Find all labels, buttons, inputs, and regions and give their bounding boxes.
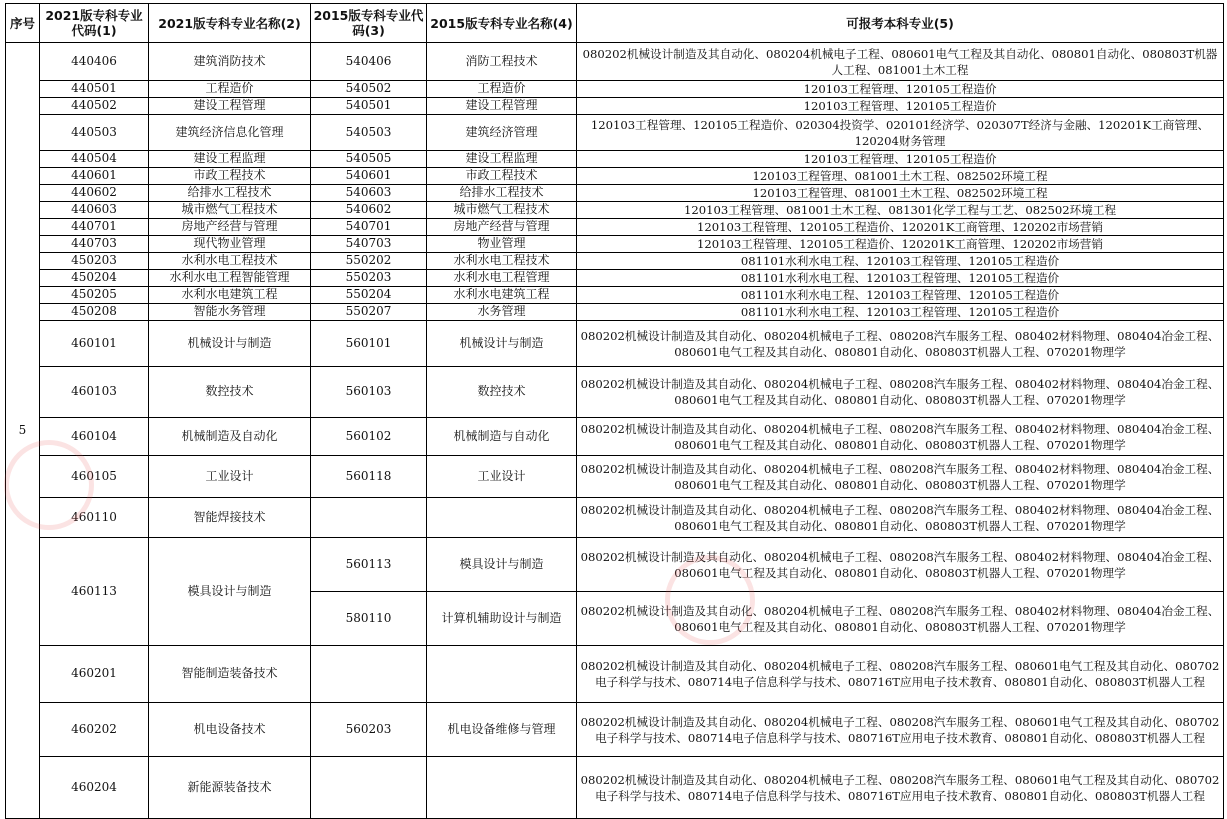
name-2021: 建设工程管理 — [149, 98, 311, 115]
name-2015: 消防工程技术 — [427, 43, 577, 81]
code-2021: 460110 — [40, 498, 149, 538]
majors-cell: 081101水利水电工程、120103工程管理、120105工程造价 — [577, 270, 1224, 287]
code-2015 — [311, 757, 427, 819]
table-row — [6, 646, 1224, 703]
code-2021: 460202 — [40, 703, 149, 757]
table-row — [6, 98, 1224, 115]
majors-cell: 080202机械设计制造及其自动化、080204机械电子工程、080601电气工程及其自动化、080801自动化、080803T机器人工程、081001土木工程 — [577, 43, 1224, 81]
header-majors: 可报考本科专业(5) — [577, 4, 1224, 43]
code-2015: 540701 — [311, 219, 427, 236]
code-2015: 560203 — [311, 703, 427, 757]
code-2021: 440502 — [40, 98, 149, 115]
code-2021: 460101 — [40, 321, 149, 367]
majors-cell: 080202机械设计制造及其自动化、080204机械电子工程、080208汽车服务工程、080402材料物理、080404冶金工程、080601电气工程及其自动化、080801自动化、080803T机器人工程、070201物理学 — [577, 538, 1224, 592]
name-2015 — [427, 646, 577, 703]
name-2021: 市政工程技术 — [149, 168, 311, 185]
seq-cell: 5 — [6, 43, 40, 819]
name-2021: 智能水务管理 — [149, 304, 311, 321]
table-row — [6, 151, 1224, 168]
code-2021: 460103 — [40, 367, 149, 418]
name-2015: 房地产经营与管理 — [427, 219, 577, 236]
majors-cell: 120103工程管理、081001土木工程、082502环境工程 — [577, 185, 1224, 202]
name-2015: 城市燃气工程技术 — [427, 202, 577, 219]
name-2021: 新能源装备技术 — [149, 757, 311, 819]
code-2015: 550207 — [311, 304, 427, 321]
name-2015: 工程造价 — [427, 81, 577, 98]
table-row — [6, 253, 1224, 270]
name-2015: 机械设计与制造 — [427, 321, 577, 367]
code-2015: 540703 — [311, 236, 427, 253]
name-2021: 建筑经济信息化管理 — [149, 115, 311, 151]
table-row — [6, 456, 1224, 498]
majors-cell: 080202机械设计制造及其自动化、080204机械电子工程、080208汽车服务工程、080402材料物理、080404冶金工程、080601电气工程及其自动化、080801自动化、080803T机器人工程、070201物理学 — [577, 498, 1224, 538]
code-2015: 560113 — [311, 538, 427, 592]
code-2021: 450203 — [40, 253, 149, 270]
code-2021: 460113 — [40, 538, 149, 646]
code-2015: 560102 — [311, 418, 427, 456]
code-2015: 540603 — [311, 185, 427, 202]
majors-cell: 120103工程管理、120105工程造价 — [577, 81, 1224, 98]
name-2015: 水务管理 — [427, 304, 577, 321]
name-2021: 机械制造及自动化 — [149, 418, 311, 456]
code-2021: 440701 — [40, 219, 149, 236]
table-row — [6, 321, 1224, 367]
code-2021: 450204 — [40, 270, 149, 287]
code-2021: 440601 — [40, 168, 149, 185]
code-2015 — [311, 498, 427, 538]
name-2015: 给排水工程技术 — [427, 185, 577, 202]
table-row — [6, 185, 1224, 202]
header-name-2015: 2015版专科专业名称(4) — [427, 4, 577, 43]
majors-cell: 081101水利水电工程、120103工程管理、120105工程造价 — [577, 287, 1224, 304]
name-2021: 建筑消防技术 — [149, 43, 311, 81]
header-seq: 序号 — [6, 4, 40, 43]
code-2015 — [311, 646, 427, 703]
table-row — [6, 304, 1224, 321]
name-2021: 水利水电工程技术 — [149, 253, 311, 270]
code-2021: 450208 — [40, 304, 149, 321]
majors-cell: 120103工程管理、120105工程造价、120201K工商管理、120202市场营销 — [577, 219, 1224, 236]
header-code-2021: 2021版专科专业代码(1) — [40, 4, 149, 43]
name-2021: 房地产经营与管理 — [149, 219, 311, 236]
majors-cell: 081101水利水电工程、120103工程管理、120105工程造价 — [577, 304, 1224, 321]
table-row — [6, 757, 1224, 819]
name-2021: 城市燃气工程技术 — [149, 202, 311, 219]
majors-cell: 080202机械设计制造及其自动化、080204机械电子工程、080208汽车服务工程、080402材料物理、080404冶金工程、080601电气工程及其自动化、080801自动化、080803T机器人工程、070201物理学 — [577, 592, 1224, 646]
code-2015: 560101 — [311, 321, 427, 367]
name-2021: 工程造价 — [149, 81, 311, 98]
majors-cell: 081101水利水电工程、120103工程管理、120105工程造价 — [577, 253, 1224, 270]
name-2015: 计算机辅助设计与制造 — [427, 592, 577, 646]
majors-cell: 080202机械设计制造及其自动化、080204机械电子工程、080208汽车服务工程、080402材料物理、080404冶金工程、080601电气工程及其自动化、080801自动化、080803T机器人工程、070201物理学 — [577, 321, 1224, 367]
name-2021: 建设工程监理 — [149, 151, 311, 168]
table-row — [6, 43, 1224, 81]
code-2015: 550203 — [311, 270, 427, 287]
table-row — [6, 115, 1224, 151]
code-2021: 440603 — [40, 202, 149, 219]
majors-cell: 120103工程管理、081001土木工程、081301化学工程与工艺、082502环境工程 — [577, 202, 1224, 219]
table-row — [6, 202, 1224, 219]
name-2015: 机电设备维修与管理 — [427, 703, 577, 757]
code-2021: 460204 — [40, 757, 149, 819]
name-2015: 模具设计与制造 — [427, 538, 577, 592]
name-2021: 机电设备技术 — [149, 703, 311, 757]
name-2021: 水利水电工程智能管理 — [149, 270, 311, 287]
code-2021: 440406 — [40, 43, 149, 81]
name-2015: 数控技术 — [427, 367, 577, 418]
code-2021: 450205 — [40, 287, 149, 304]
table-row — [6, 367, 1224, 418]
name-2015: 建设工程监理 — [427, 151, 577, 168]
table-row — [6, 270, 1224, 287]
header-code-2015: 2015版专科专业代码(3) — [311, 4, 427, 43]
code-2021: 440501 — [40, 81, 149, 98]
table-row — [6, 236, 1224, 253]
code-2015: 540501 — [311, 98, 427, 115]
name-2021: 给排水工程技术 — [149, 185, 311, 202]
majors-cell: 120103工程管理、120105工程造价 — [577, 151, 1224, 168]
majors-table — [5, 3, 1224, 819]
code-2015: 540502 — [311, 81, 427, 98]
table-row — [6, 703, 1224, 757]
name-2021: 机械设计与制造 — [149, 321, 311, 367]
header-name-2021: 2021版专科专业名称(2) — [149, 4, 311, 43]
name-2021: 工业设计 — [149, 456, 311, 498]
name-2015: 建筑经济管理 — [427, 115, 577, 151]
majors-cell: 120103工程管理、120105工程造价、120201K工商管理、120202市场营销 — [577, 236, 1224, 253]
name-2021: 现代物业管理 — [149, 236, 311, 253]
name-2015: 水利水电建筑工程 — [427, 287, 577, 304]
name-2015 — [427, 757, 577, 819]
majors-cell: 120103工程管理、120105工程造价、020304投资学、020101经济学、020307T经济与金融、120201K工商管理、120204财务管理 — [577, 115, 1224, 151]
code-2021: 440703 — [40, 236, 149, 253]
header-row — [6, 4, 1224, 43]
code-2021: 460201 — [40, 646, 149, 703]
code-2015: 540503 — [311, 115, 427, 151]
name-2015 — [427, 498, 577, 538]
name-2015: 物业管理 — [427, 236, 577, 253]
code-2015: 540505 — [311, 151, 427, 168]
name-2015: 建设工程管理 — [427, 98, 577, 115]
majors-cell: 080202机械设计制造及其自动化、080204机械电子工程、080208汽车服务工程、080601电气工程及其自动化、080702电子科学与技术、080714电子信息科学与技术、080716T应用电子技术教育、080801自动化、080803T机器人工程 — [577, 646, 1224, 703]
code-2015: 540406 — [311, 43, 427, 81]
code-2021: 440503 — [40, 115, 149, 151]
table-row — [6, 287, 1224, 304]
code-2021: 460105 — [40, 456, 149, 498]
table-row — [6, 538, 1224, 592]
majors-cell: 080202机械设计制造及其自动化、080204机械电子工程、080208汽车服务工程、080402材料物理、080404冶金工程、080601电气工程及其自动化、080801自动化、080803T机器人工程、070201物理学 — [577, 456, 1224, 498]
name-2021: 数控技术 — [149, 367, 311, 418]
table-row — [6, 81, 1224, 98]
name-2015: 市政工程技术 — [427, 168, 577, 185]
table-row — [6, 418, 1224, 456]
name-2021: 智能焊接技术 — [149, 498, 311, 538]
code-2015: 540602 — [311, 202, 427, 219]
table-row — [6, 219, 1224, 236]
name-2021: 水利水电建筑工程 — [149, 287, 311, 304]
table-row — [6, 498, 1224, 538]
majors-cell: 120103工程管理、120105工程造价 — [577, 98, 1224, 115]
majors-cell: 080202机械设计制造及其自动化、080204机械电子工程、080208汽车服务工程、080601电气工程及其自动化、080702电子科学与技术、080714电子信息科学与技术、080716T应用电子技术教育、080801自动化、080803T机器人工程 — [577, 703, 1224, 757]
majors-cell: 080202机械设计制造及其自动化、080204机械电子工程、080208汽车服务工程、080402材料物理、080404冶金工程、080601电气工程及其自动化、080801自动化、080803T机器人工程、070201物理学 — [577, 367, 1224, 418]
majors-cell: 080202机械设计制造及其自动化、080204机械电子工程、080208汽车服务工程、080601电气工程及其自动化、080702电子科学与技术、080714电子信息科学与技术、080716T应用电子技术教育、080801自动化、080803T机器人工程 — [577, 757, 1224, 819]
name-2021: 模具设计与制造 — [149, 538, 311, 646]
majors-cell: 120103工程管理、081001土木工程、082502环境工程 — [577, 168, 1224, 185]
name-2015: 工业设计 — [427, 456, 577, 498]
code-2015: 540601 — [311, 168, 427, 185]
code-2015: 560118 — [311, 456, 427, 498]
name-2015: 机械制造与自动化 — [427, 418, 577, 456]
name-2015: 水利水电工程技术 — [427, 253, 577, 270]
code-2015: 580110 — [311, 592, 427, 646]
code-2021: 440504 — [40, 151, 149, 168]
majors-cell: 080202机械设计制造及其自动化、080204机械电子工程、080208汽车服务工程、080402材料物理、080404冶金工程、080601电气工程及其自动化、080801自动化、080803T机器人工程、070201物理学 — [577, 418, 1224, 456]
name-2021: 智能制造装备技术 — [149, 646, 311, 703]
code-2015: 550204 — [311, 287, 427, 304]
code-2021: 460104 — [40, 418, 149, 456]
code-2021: 440602 — [40, 185, 149, 202]
name-2015: 水利水电工程管理 — [427, 270, 577, 287]
table-row — [6, 168, 1224, 185]
code-2015: 560103 — [311, 367, 427, 418]
code-2015: 550202 — [311, 253, 427, 270]
